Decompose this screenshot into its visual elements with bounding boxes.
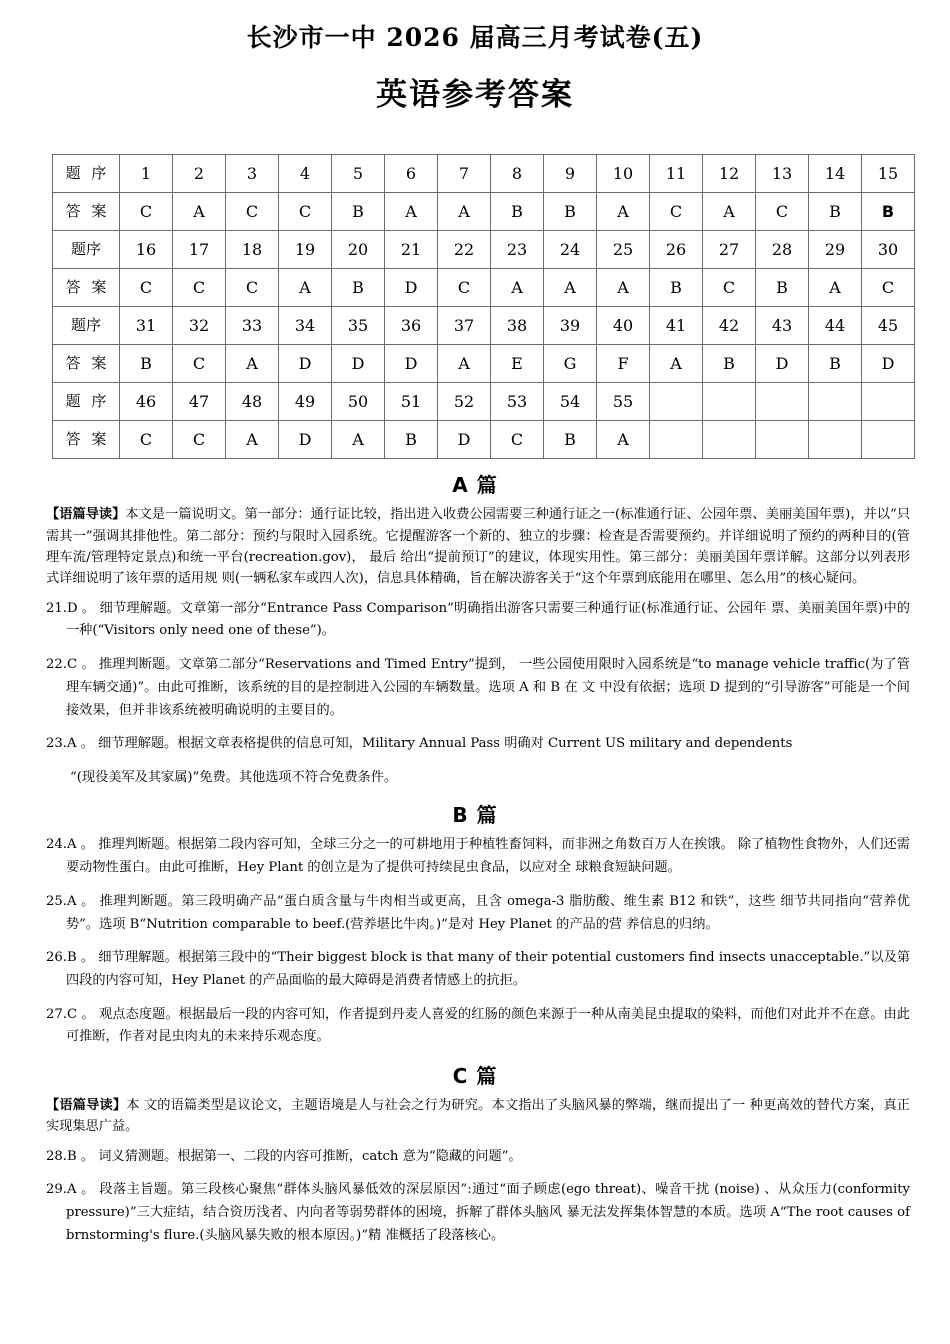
question-number-cell: 16 [120, 231, 173, 269]
question-number-cell: 29 [809, 231, 862, 269]
answer-cell: C [862, 269, 915, 307]
table-row [53, 383, 915, 421]
answer-cell [650, 421, 703, 459]
question-number-cell: 52 [438, 383, 491, 421]
row-label-answer [53, 421, 120, 459]
answer-cell: D [438, 421, 491, 459]
question-number-cell: 43 [756, 307, 809, 345]
answer-cell [862, 421, 915, 459]
question-number-cell: 14 [809, 155, 862, 193]
answer-cell: A [438, 345, 491, 383]
answer-cell: B [491, 193, 544, 231]
explanation-item-28 [46, 1146, 910, 1169]
question-number-26: 26.B 。 [46, 950, 95, 966]
question-number-cell [703, 383, 756, 421]
question-number-cell: 45 [862, 307, 915, 345]
explanation-text-29: 段落主旨题。第三段核心聚焦“群体头脑风暴低效的深层原因”:通过“面子顾虑(ego threat)、噪音干扰 (noise) 、从众压力(conformity pressure)”三大症结，结合资历浅者、内向者等弱势群体的困境，拆解了群体头脑风 暴无法发挥集体智慧的本质。选项 A“The root causes of brnstorming's flure.(头脑风暴失败的根本原因。)”精 准概括了段落核心。 [66, 1182, 910, 1243]
question-number-cell: 33 [226, 307, 279, 345]
answer-cell: C [120, 193, 173, 231]
answer-cell: B [862, 193, 915, 231]
explanation-item-23 [46, 733, 910, 756]
question-number-cell: 53 [491, 383, 544, 421]
question-number-cell: 42 [703, 307, 756, 345]
table-row [53, 307, 915, 345]
question-number-cell: 4 [279, 155, 332, 193]
answer-table-container [52, 154, 902, 459]
answer-cell: B [332, 269, 385, 307]
row-label-question [53, 231, 120, 269]
question-number-cell [862, 383, 915, 421]
question-number-cell: 30 [862, 231, 915, 269]
row-label-text: 题 序 [65, 392, 107, 411]
answer-cell: D [385, 345, 438, 383]
question-number-cell: 19 [279, 231, 332, 269]
question-number-cell: 27 [703, 231, 756, 269]
row-label-text: 题 序 [65, 164, 107, 183]
answer-cell: B [332, 193, 385, 231]
answer-cell: A [173, 193, 226, 231]
explanation-text-22: 推理判断题。文章第二部分“Reservations and Timed Entry”提到， 一些公园使用限时入园系统是“to manage vehicle traffic(为了管理车辆交通)”。由此可推断，该系统的目的是控制进入公园的车辆数量。选项 A 和 B 在 文 中没有依据；选项 D 提到的“引导游客”可能是一个间接效果，但并非该系统被明确说明的主要目的。 [66, 657, 910, 718]
question-number-cell [809, 383, 862, 421]
answer-cell: B [385, 421, 438, 459]
question-number-cell: 44 [809, 307, 862, 345]
question-number-cell: 10 [597, 155, 650, 193]
answer-cell: A [438, 193, 491, 231]
answer-cell: B [650, 269, 703, 307]
answer-cell: D [279, 421, 332, 459]
answer-cell: C [173, 269, 226, 307]
row-label-question [53, 383, 120, 421]
answer-cell: A [597, 193, 650, 231]
explanation-text-25: 推理判断题。第三段明确产品“蛋白质含量与牛肉相当或更高，且含 omega-3 脂肪酸、维生素 B12 和铁”，这些 细节共同指向“营养优势”。选项 B“Nutrition comparable to beef.(营养堪比牛肉。)”是对 Hey Planet 的产品的营 养信息的归纳。 [66, 893, 910, 932]
explanation-item-29 [46, 1179, 910, 1247]
row-label-text: 答 案 [65, 278, 107, 297]
question-number-cell: 23 [491, 231, 544, 269]
answer-cell: B [120, 345, 173, 383]
answer-key-table [52, 154, 915, 459]
answer-cell [703, 421, 756, 459]
answer-cell: D [862, 345, 915, 383]
answer-cell: C [173, 421, 226, 459]
question-number-23: 23.A 。 [46, 736, 94, 752]
question-number-cell: 49 [279, 383, 332, 421]
explanation-text-23: 细节理解题。根据文章表格提供的信息可知，Military Annual Pass 明确对 Current US military and dependents [93, 736, 793, 752]
question-number-cell: 8 [491, 155, 544, 193]
question-number-cell: 46 [120, 383, 173, 421]
answer-cell: A [597, 421, 650, 459]
question-number-cell: 36 [385, 307, 438, 345]
guide-text-a: 本文是一篇说明文。第一部分：通行证比较，指出进入收费公园需要三种通行证之一(标准通行证、公园年票、美丽美国年票)，并以“只需其一”强调其排他性。第二部分：预约与限时入园系统。它提醒游客一个新的、独立的步骤：检查是否需要预约。并详细说明了预约的两种目的(管理车流/管理特定景点)和统一平台(recreation.gov)， 最后 给出“提前预订”的建议，体现实用性。第三部分：美丽美国年票详解。这部分以列表形式详细说明了该年票的适用规 则(一辆私家车或四人次)，信息具体精确，旨在解决游客关于“这个年票到底能用在哪里、怎么用”的核心疑问。 [46, 507, 911, 587]
answer-cell: G [544, 345, 597, 383]
row-label-answer [53, 345, 120, 383]
question-number-cell: 38 [491, 307, 544, 345]
question-number-cell: 47 [173, 383, 226, 421]
explanation-text-27: 观点态度题。根据最后一段的内容可知，作者提到丹麦人喜爱的红肠的颜色来源于一种从南美昆虫提取的染料，而他们对此并不在意。由此可推断，作者对昆虫肉丸的未来持乐观态度。 [66, 1006, 910, 1045]
question-number-25: 25.A 。 [46, 893, 95, 909]
question-number-cell: 39 [544, 307, 597, 345]
question-number-cell: 7 [438, 155, 491, 193]
explanation-item-21 [46, 598, 910, 643]
row-label-answer [53, 269, 120, 307]
explanation-text-26: 细节理解题。根据第三段中的“Their biggest block is that many of their potential customers find insects unacceptable.”以及第四段的内容可知，Hey Planet 的产品面临的最大障碍是消费者情感上的抗拒。 [66, 950, 911, 988]
section-heading-b: B 篇 [452, 803, 498, 828]
question-number-cell: 34 [279, 307, 332, 345]
answer-cell: D [279, 345, 332, 383]
table-row [53, 269, 915, 307]
table-row [53, 193, 915, 231]
answer-cell: C [703, 269, 756, 307]
explanation-text-24: 推理判断题。根据第二段内容可知，全球三分之一的可耕地用于种植牲畜饲料，而非洲之角数百万人在挨饿。 除了植物性食物外，人们还需要动物性蛋白。由此可推断，Hey Plant 的创立是为了提供可持续昆虫食品，以应对全 球粮食短缺问题。 [66, 837, 910, 876]
row-label-text: 题序 [70, 240, 101, 259]
question-number-cell: 25 [597, 231, 650, 269]
question-number-cell: 35 [332, 307, 385, 345]
question-number-cell: 48 [226, 383, 279, 421]
answer-cell: A [650, 345, 703, 383]
row-label-answer [53, 193, 120, 231]
answer-cell [756, 421, 809, 459]
section-heading-c: C 篇 [452, 1064, 498, 1089]
question-number-cell: 12 [703, 155, 756, 193]
answer-cell: A [703, 193, 756, 231]
guide-text-c: 本 文的语篇类型是议论文，主题语境是人与社会之行为研究。本文指出了头脑风暴的弊端，继而提出了一 种更高效的替代方案，真正实现集思广益。 [46, 1098, 910, 1135]
document-header [0, 0, 950, 114]
guide-label-a: 【语篇导读】 [46, 507, 126, 523]
question-number-cell: 50 [332, 383, 385, 421]
question-number-cell: 9 [544, 155, 597, 193]
explanation-text-28: 词义猜测题。根据第一、二段的内容可推断，catch 意为“隐藏的问题”。 [94, 1148, 522, 1164]
answer-cell: B [544, 421, 597, 459]
question-number-cell: 1 [120, 155, 173, 193]
question-number-cell: 3 [226, 155, 279, 193]
answer-cell: F [597, 345, 650, 383]
question-number-29: 29.A 。 [46, 1182, 95, 1198]
explanation-item-25 [46, 891, 910, 936]
row-label-question [53, 155, 120, 193]
answer-cell: C [491, 421, 544, 459]
answer-cell: A [332, 421, 385, 459]
exam-title: 长沙市一中 2026 届高三月考试卷(五) [246, 23, 704, 52]
question-number-cell: 2 [173, 155, 226, 193]
guide-paragraph-c [46, 1095, 910, 1138]
section-a-content [46, 504, 910, 789]
question-number-cell: 13 [756, 155, 809, 193]
answer-cell: D [332, 345, 385, 383]
answer-cell: C [279, 193, 332, 231]
table-row [53, 421, 915, 459]
answer-cell: A [544, 269, 597, 307]
question-number-cell: 41 [650, 307, 703, 345]
row-label-text: 答 案 [65, 354, 107, 373]
question-number-cell: 17 [173, 231, 226, 269]
question-number-cell: 54 [544, 383, 597, 421]
question-number-cell [756, 383, 809, 421]
question-number-28: 28.B 。 [46, 1148, 95, 1164]
table-row [53, 345, 915, 383]
question-number-24: 24.A 。 [46, 837, 94, 853]
question-number-cell: 37 [438, 307, 491, 345]
question-number-cell: 5 [332, 155, 385, 193]
question-number-cell: 28 [756, 231, 809, 269]
row-label-question [53, 307, 120, 345]
answer-cell: A [226, 421, 279, 459]
question-number-cell: 6 [385, 155, 438, 193]
section-b-content [46, 834, 910, 1049]
answer-cell: B [809, 193, 862, 231]
answer-cell: A [597, 269, 650, 307]
question-number-27: 27.C 。 [46, 1006, 95, 1022]
answer-cell: B [544, 193, 597, 231]
table-row [53, 231, 915, 269]
question-number-cell: 26 [650, 231, 703, 269]
section-heading-a: A 篇 [452, 473, 498, 498]
answer-cell: C [120, 269, 173, 307]
answer-cell: C [120, 421, 173, 459]
explanation-item-22 [46, 654, 910, 722]
row-label-text: 答 案 [65, 430, 107, 449]
answer-cell: D [756, 345, 809, 383]
explanation-item-26 [46, 947, 910, 992]
answer-cell: E [491, 345, 544, 383]
question-number-21: 21.D 。 [46, 600, 96, 616]
question-number-22: 22.C 。 [46, 657, 95, 673]
question-number-cell: 18 [226, 231, 279, 269]
question-number-cell: 32 [173, 307, 226, 345]
answer-cell: B [809, 345, 862, 383]
answer-cell: A [385, 193, 438, 231]
section-c-content [46, 1095, 910, 1248]
question-number-cell: 31 [120, 307, 173, 345]
row-label-text: 题序 [70, 316, 101, 335]
answer-cell: D [385, 269, 438, 307]
explanation-item-24 [46, 834, 910, 879]
row-label-text: 答 案 [65, 202, 107, 221]
answer-cell: C [173, 345, 226, 383]
question-number-cell: 51 [385, 383, 438, 421]
explanation-text-21: 细节理解题。文章第一部分“Entrance Pass Comparison”明确指出游客只需要三种通行证(标准通行证、公园年 票、美丽美国年票)中的一种(“Visitors only need one of these”)。 [66, 600, 910, 639]
guide-label-c: 【语篇导读】 [46, 1098, 127, 1114]
answer-cell: C [756, 193, 809, 231]
question-number-cell: 21 [385, 231, 438, 269]
guide-paragraph-a [46, 504, 910, 590]
explanation-item-27 [46, 1004, 910, 1049]
question-number-cell: 24 [544, 231, 597, 269]
question-number-cell: 15 [862, 155, 915, 193]
answer-cell: A [279, 269, 332, 307]
question-number-cell: 20 [332, 231, 385, 269]
answer-cell: C [226, 193, 279, 231]
answer-cell [809, 421, 862, 459]
answer-cell: A [226, 345, 279, 383]
question-number-cell: 11 [650, 155, 703, 193]
question-number-cell: 55 [597, 383, 650, 421]
question-number-cell [650, 383, 703, 421]
question-number-cell: 22 [438, 231, 491, 269]
answer-cell: C [226, 269, 279, 307]
question-number-cell: 40 [597, 307, 650, 345]
answer-cell: B [703, 345, 756, 383]
answer-cell: B [756, 269, 809, 307]
table-row [53, 155, 915, 193]
page-title: 英语参考答案 [376, 77, 574, 114]
answer-cell: C [438, 269, 491, 307]
answer-cell: C [650, 193, 703, 231]
answer-cell: A [491, 269, 544, 307]
explanation-item-23-continued: “(现役美军及其家属)”免费。其他选项不符合免费条件。 [70, 769, 398, 785]
answer-cell: A [809, 269, 862, 307]
